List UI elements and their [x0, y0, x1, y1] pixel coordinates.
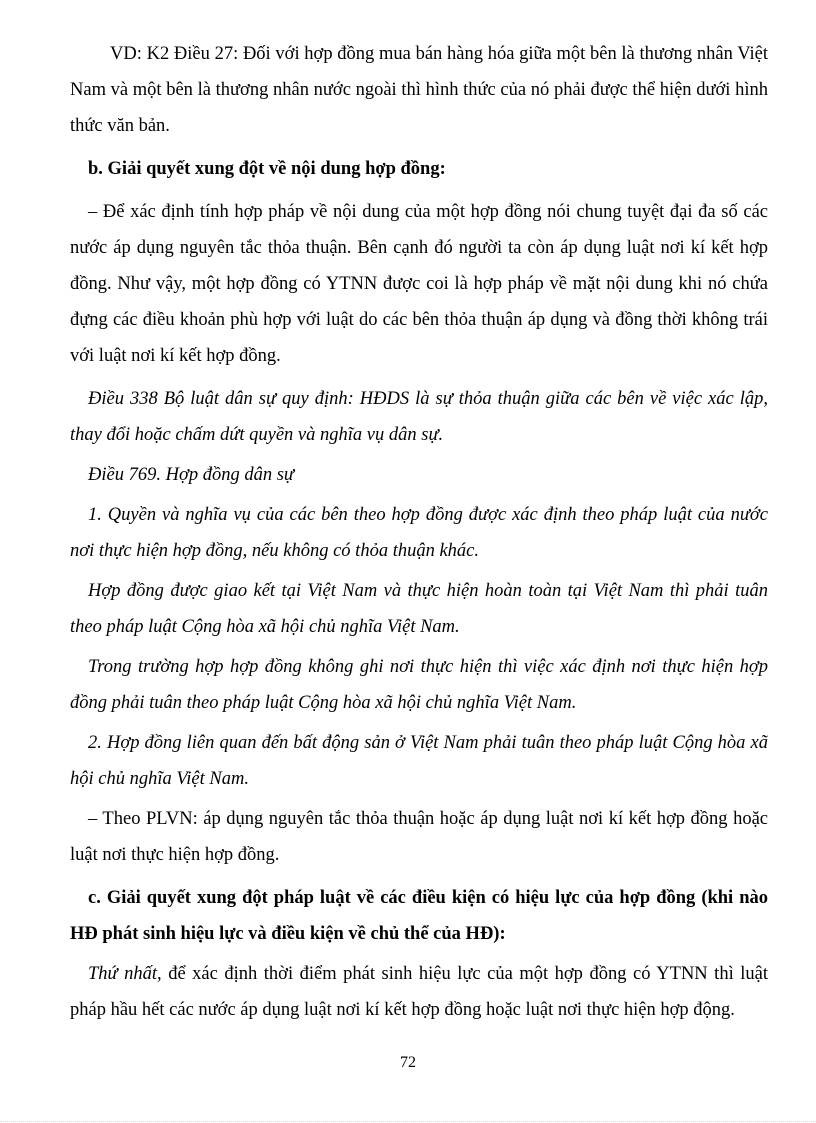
article-769-clause-1: 1. Quyền và nghĩa vụ của các bên theo hợp đồng được xác định theo pháp luật của nước nơi thực hiện hợp đồng, nếu không có thỏa thuận khác. — [70, 505, 768, 561]
article-769-clause-2: 2. Hợp đồng liên quan đến bất động sản ở Việt Nam phải tuân theo pháp luật Cộng hòa xã hội chủ nghĩa Việt Nam. — [70, 733, 768, 789]
quoted-article-338: Điều 338 Bộ luật dân sự quy định: HĐDS là sự thỏa thuận giữa các bên về việc xác lập, thay đổi hoặc chấm dứt quyền và nghĩa vụ dân sự. — [70, 389, 768, 445]
body-text: để xác định thời điểm phát sinh hiệu lực của một hợp đồng có YTNN thì luật pháp hầu hết các nước áp dụng luật nơi kí kết hợp đồng hoặc luật nơi thực hiện hợp động. — [70, 964, 768, 1020]
page-number: 72 — [400, 1054, 416, 1071]
lead-phrase: Thứ nhất, — [88, 964, 162, 984]
article-769-clause-1-para-3: Trong trường hợp hợp đồng không ghi nơi thực hiện thì việc xác định nơi thực hiện hợp đồng phải tuân theo pháp luật Cộng hòa xã hội chủ nghĩa Việt Nam. — [70, 657, 768, 713]
article-769-clause-1-para-2: Hợp đồng được giao kết tại Việt Nam và thực hiện hoàn toàn tại Việt Nam thì phải tuân theo pháp luật Cộng hòa xã hội chủ nghĩa Việt Nam. — [70, 581, 768, 637]
section-heading-b: b. Giải quyết xung đột về nội dung hợp đồng: — [88, 159, 446, 179]
example-paragraph: VD: K2 Điều 27: Đối với hợp đồng mua bán hàng hóa giữa một bên là thương nhân Việt Nam và một bên là thương nhân nước ngoài thì hình thức của nó phải được thể hiện dưới hình thức văn bản. — [70, 44, 768, 136]
page-bottom-divider — [0, 1121, 816, 1122]
article-769-heading: Điều 769. Hợp đồng dân sự — [88, 465, 294, 485]
document-page — [70, 36, 768, 1028]
body-paragraph: – Để xác định tính hợp pháp về nội dung của một hợp đồng nói chung tuyệt đại đa số các nước áp dụng nguyên tắc thỏa thuận. Bên cạnh đó người ta còn áp dụng luật nơi kí kết hợp đồng. Như vậy, một hợp đồng có YTNN được coi là hợp pháp về mặt nội dung khi nó chứa đựng các điều khoản phù hợp với luật do các bên thỏa thuận áp dụng và đồng thời không trái với luật nơi kí kết hợp đồng. — [70, 202, 768, 366]
body-paragraph-first — [70, 956, 768, 1028]
section-heading-c: c. Giải quyết xung đột pháp luật về các điều kiện có hiệu lực của hợp đồng (khi nào HĐ phát sinh hiệu lực và điều kiện về chủ thể của HĐ): — [70, 888, 768, 944]
body-paragraph-plvn: – Theo PLVN: áp dụng nguyên tắc thỏa thuận hoặc áp dụng luật nơi kí kết hợp đồng hoặc luật nơi thực hiện hợp đồng. — [70, 809, 768, 865]
